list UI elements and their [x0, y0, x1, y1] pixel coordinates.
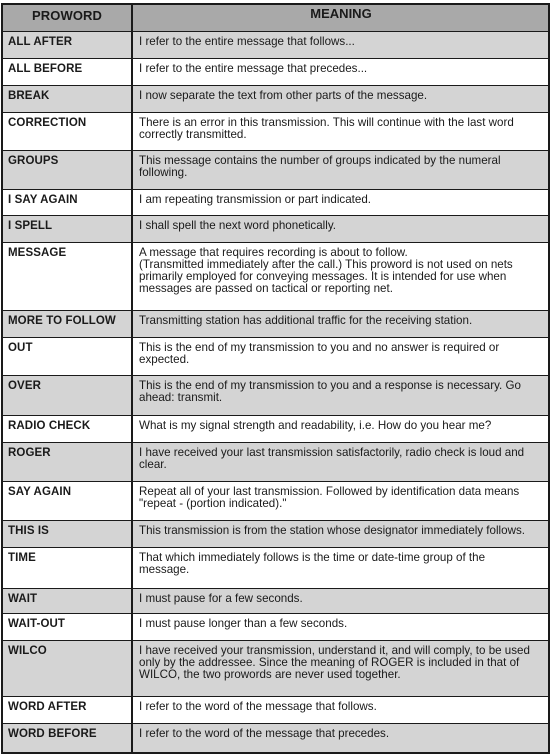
table-row	[3, 59, 548, 86]
meaning-cell: I refer to the word of the message that precedes.	[139, 727, 390, 740]
table-row	[3, 216, 548, 243]
meaning-cell: This is the end of my transmission to you and no answer is required or expected.	[139, 341, 500, 366]
table-row	[3, 614, 548, 641]
table-row	[3, 641, 548, 697]
proword-cell: I SAY AGAIN	[3, 190, 133, 215]
header-proword: PROWORD	[3, 5, 133, 31]
meaning-cell: I refer to the entire message that follows...	[139, 35, 355, 48]
table-row	[3, 697, 548, 724]
table-row	[3, 443, 548, 482]
table-row	[3, 376, 548, 416]
table-row	[3, 311, 548, 338]
meaning-cell: I refer to the entire message that precedes...	[139, 62, 368, 75]
meaning-cell: This transmission is from the station whose designator immediately follows.	[139, 524, 525, 537]
proword-cell: THIS IS	[3, 521, 133, 547]
meaning-cell: I have received your last transmission satisfactorily, radio check is loud and clear.	[139, 446, 525, 471]
proword-cell: RADIO CHECK	[3, 416, 133, 442]
meaning-cell: Transmitting station has additional traffic for the receiving station.	[139, 314, 473, 327]
proword-cell: I SPELL	[3, 216, 133, 242]
meaning-cell: That which immediately follows is the time or date-time group of the message.	[139, 551, 486, 576]
table-row	[3, 724, 548, 752]
meaning-cell: This is the end of my transmission to you and a response is necessary. Go ahead: transmit.	[139, 379, 521, 404]
proword-cell: WORD AFTER	[3, 697, 133, 723]
meaning-cell: I refer to the word of the message that follows.	[139, 700, 377, 713]
proword-cell: ROGER	[3, 443, 133, 481]
meaning-cell: I shall spell the next word phonetically.	[139, 219, 336, 232]
proword-cell: GROUPS	[3, 151, 133, 189]
table-row	[3, 416, 548, 443]
proword-cell: OUT	[3, 338, 133, 375]
meaning-cell: There is an error in this transmission. This will continue with the last word correctly transmitted.	[139, 116, 514, 141]
meaning-cell: Repeat all of your last transmission. Followed by identification data means "repeat - (portion indicated)."	[139, 485, 520, 510]
proword-cell: WAIT	[3, 589, 133, 613]
proword-cell: WAIT-OUT	[3, 614, 133, 640]
table-row	[3, 548, 548, 589]
meaning-cell: I must pause longer than a few seconds.	[139, 617, 348, 630]
proword-cell: ALL BEFORE	[3, 59, 133, 85]
proword-cell: MESSAGE	[3, 243, 133, 310]
table-row	[3, 151, 548, 190]
proword-cell: TIME	[3, 548, 133, 588]
proword-cell: ALL AFTER	[3, 32, 133, 58]
proword-cell: MORE TO FOLLOW	[3, 311, 133, 337]
table-row	[3, 32, 548, 59]
meaning-cell: I must pause for a few seconds.	[139, 592, 303, 605]
proword-cell: WORD BEFORE	[3, 724, 133, 752]
proword-cell: SAY AGAIN	[3, 482, 133, 520]
meaning-cell: I am repeating transmission or part indicated.	[139, 193, 371, 206]
header-meaning: MEANING	[310, 6, 372, 21]
table-row	[3, 521, 548, 548]
table-row	[3, 190, 548, 216]
table-row	[3, 589, 548, 614]
table-row	[3, 338, 548, 376]
proword-cell: WILCO	[3, 641, 133, 696]
proword-cell: OVER	[3, 376, 133, 415]
meaning-cell: What is my signal strength and readability, i.e. How do you hear me?	[139, 419, 492, 432]
meaning-cell: I now separate the text from other parts of the message.	[139, 89, 428, 102]
table-row	[3, 482, 548, 521]
meaning-cell: A message that requires recording is about to follow. (Transmitted immediately after the call.) This proword is not used on nets primarily employed for conveying messages. It is intended for use when messages are passed on tactical or reporting net.	[139, 246, 513, 295]
proword-cell: CORRECTION	[3, 113, 133, 150]
table-row	[3, 243, 548, 311]
table-header	[3, 5, 548, 32]
table-row	[3, 113, 548, 151]
meaning-cell: This message contains the number of groups indicated by the numeral following.	[139, 154, 501, 179]
table-row	[3, 86, 548, 113]
meaning-cell: I have received your transmission, understand it, and will comply, to be used only by the addressee. Since the meaning of ROGER is included in that of WILCO, the two prowords are never used together.	[139, 644, 530, 681]
proword-table	[1, 3, 550, 754]
proword-cell: BREAK	[3, 86, 133, 112]
